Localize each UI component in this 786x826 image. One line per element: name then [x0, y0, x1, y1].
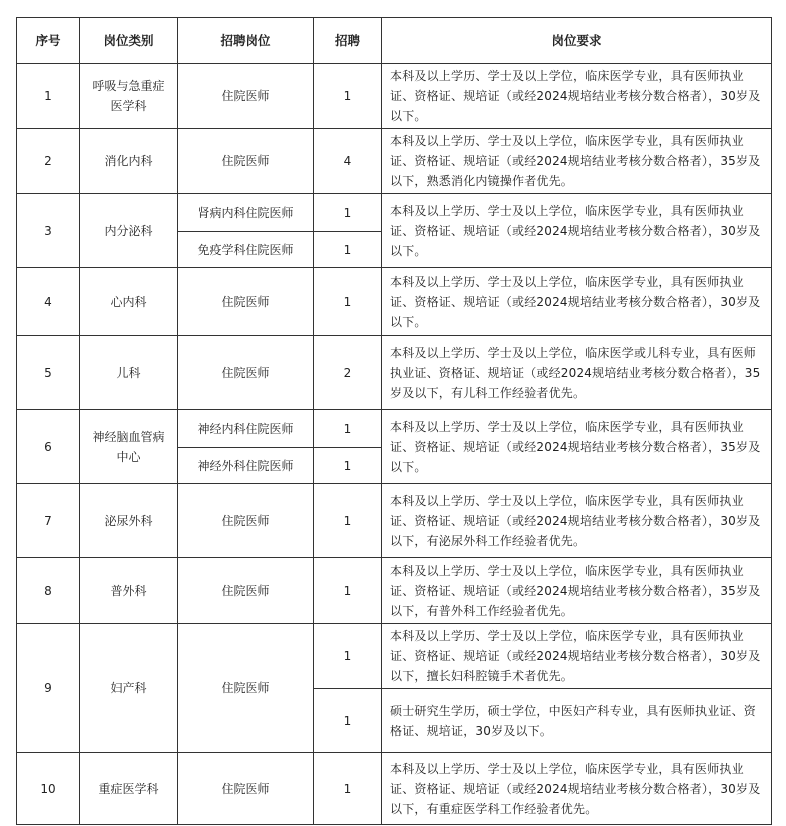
cell-count: 1 — [314, 448, 382, 484]
cell-no: 4 — [17, 268, 80, 336]
cell-count: 1 — [314, 268, 382, 336]
cell-count: 1 — [314, 624, 382, 689]
table-row — [17, 64, 772, 129]
cell-requirement: 本科及以上学历、学士及以上学位，临床医学专业，具有医师执业证、资格证、规培证（或经2024规培结业考核分数合格者），35岁及以下，有普外科工作经验者优先。 — [382, 558, 772, 624]
cell-count: 1 — [314, 484, 382, 558]
cell-post: 住院医师 — [178, 624, 314, 753]
table-row — [17, 194, 772, 232]
cell-count: 1 — [314, 410, 382, 448]
cell-no: 2 — [17, 129, 80, 194]
cell-count: 4 — [314, 129, 382, 194]
cell-requirement: 本科及以上学历、学士及以上学位，临床医学专业，具有医师执业证、资格证、规培证（或经2024规培结业考核分数合格者），30岁及以下，有泌尿外科工作经验者优先。 — [382, 484, 772, 558]
cell-no: 5 — [17, 336, 80, 410]
table-row — [17, 410, 772, 448]
cell-requirement: 本科及以上学历、学士及以上学位，临床医学专业，具有医师执业证、资格证、规培证（或经2024规培结业考核分数合格者），30岁及以下。 — [382, 268, 772, 336]
cell-category: 妇产科 — [80, 624, 178, 753]
cell-post: 住院医师 — [178, 336, 314, 410]
recruitment-table — [16, 17, 772, 825]
cell-post: 神经外科住院医师 — [178, 448, 314, 484]
cell-requirement: 本科及以上学历、学士及以上学位，临床医学专业，具有医师执业证、资格证、规培证（或经2024规培结业考核分数合格者），35岁及以下。 — [382, 410, 772, 484]
header-post: 招聘岗位 — [178, 18, 314, 64]
cell-category: 儿科 — [80, 336, 178, 410]
cell-no: 7 — [17, 484, 80, 558]
cell-count: 1 — [314, 194, 382, 232]
cell-count: 2 — [314, 336, 382, 410]
header-no: 序号 — [17, 18, 80, 64]
cell-post: 免疫学科住院医师 — [178, 232, 314, 268]
cell-count: 1 — [314, 558, 382, 624]
cell-requirement: 本科及以上学历、学士及以上学位，临床医学或儿科专业，具有医师执业证、资格证、规培证（或经2024规培结业考核分数合格者），35岁及以下，有儿科工作经验者优先。 — [382, 336, 772, 410]
cell-category: 内分泌科 — [80, 194, 178, 268]
cell-category: 重症医学科 — [80, 753, 178, 825]
cell-no: 3 — [17, 194, 80, 268]
table-row — [17, 336, 772, 410]
cell-count: 1 — [314, 64, 382, 129]
table-row — [17, 484, 772, 558]
cell-no: 10 — [17, 753, 80, 825]
cell-post: 神经内科住院医师 — [178, 410, 314, 448]
cell-post: 住院医师 — [178, 64, 314, 129]
cell-count: 1 — [314, 232, 382, 268]
cell-post: 住院医师 — [178, 558, 314, 624]
cell-post: 肾病内科住院医师 — [178, 194, 314, 232]
table-row — [17, 624, 772, 689]
header-count: 招聘 — [314, 18, 382, 64]
header-requirement: 岗位要求 — [382, 18, 772, 64]
cell-count: 1 — [314, 689, 382, 753]
cell-requirement: 本科及以上学历、学士及以上学位，临床医学专业，具有医师执业证、资格证、规培证（或经2024规培结业考核分数合格者），30岁及以下。 — [382, 64, 772, 129]
cell-requirement: 本科及以上学历、学士及以上学位，临床医学专业，具有医师执业证、资格证、规培证（或经2024规培结业考核分数合格者），30岁及以下，擅长妇科腔镜手术者优先。 — [382, 624, 772, 689]
header-category: 岗位类别 — [80, 18, 178, 64]
cell-no: 9 — [17, 624, 80, 753]
cell-post: 住院医师 — [178, 753, 314, 825]
table-row — [17, 129, 772, 194]
cell-category: 呼吸与急重症医学科 — [80, 64, 178, 129]
cell-post: 住院医师 — [178, 129, 314, 194]
cell-count: 1 — [314, 753, 382, 825]
table-row — [17, 558, 772, 624]
cell-requirement: 本科及以上学历、学士及以上学位，临床医学专业，具有医师执业证、资格证、规培证（或经2024规培结业考核分数合格者），35岁及以下，熟悉消化内镜操作者优先。 — [382, 129, 772, 194]
cell-category: 神经脑血管病中心 — [80, 410, 178, 484]
table-row — [17, 268, 772, 336]
cell-requirement: 本科及以上学历、学士及以上学位，临床医学专业，具有医师执业证、资格证、规培证（或经2024规培结业考核分数合格者），30岁及以下。 — [382, 194, 772, 268]
cell-category: 消化内科 — [80, 129, 178, 194]
cell-no: 6 — [17, 410, 80, 484]
cell-post: 住院医师 — [178, 484, 314, 558]
table-header-row — [17, 18, 772, 64]
cell-requirement: 本科及以上学历、学士及以上学位，临床医学专业，具有医师执业证、资格证、规培证（或经2024规培结业考核分数合格者），30岁及以下，有重症医学科工作经验者优先。 — [382, 753, 772, 825]
cell-no: 8 — [17, 558, 80, 624]
cell-no: 1 — [17, 64, 80, 129]
table-row — [17, 753, 772, 825]
cell-category: 泌尿外科 — [80, 484, 178, 558]
cell-category: 心内科 — [80, 268, 178, 336]
cell-post: 住院医师 — [178, 268, 314, 336]
cell-requirement: 硕士研究生学历，硕士学位，中医妇产科专业，具有医师执业证、资格证、规培证，30岁及以下。 — [382, 689, 772, 753]
cell-category: 普外科 — [80, 558, 178, 624]
